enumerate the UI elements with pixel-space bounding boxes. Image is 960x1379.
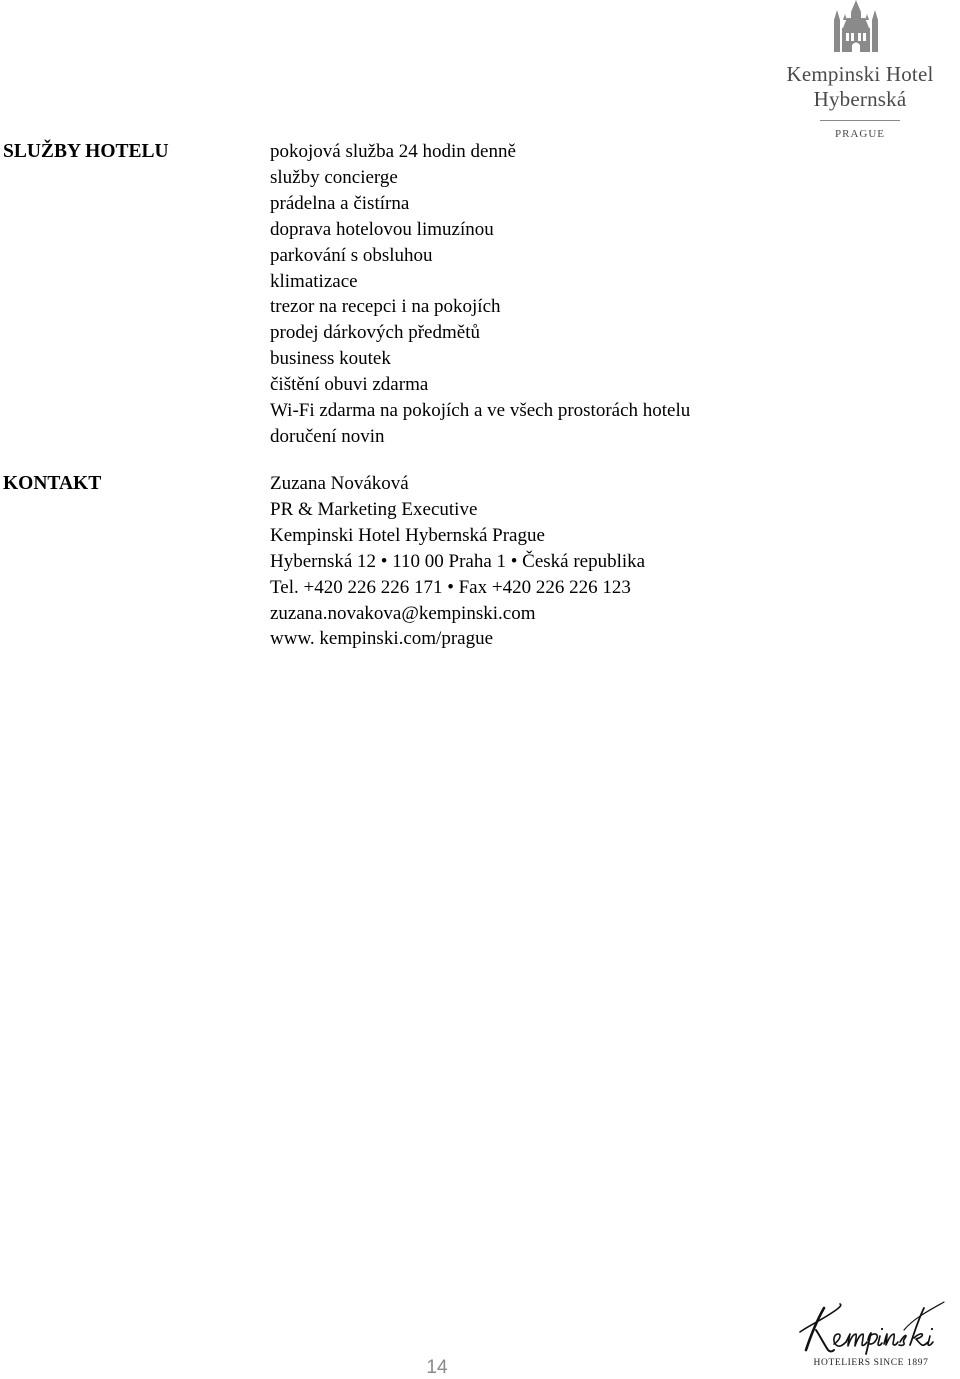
contact-website: www. kempinski.com/prague: [270, 628, 494, 650]
logo-hotel-street: Hybernská: [813, 87, 907, 111]
services-heading: SLUŽBY HOTELU: [3, 141, 169, 162]
page-number: 14: [426, 1357, 448, 1378]
contact-email: zuzana.novakova@kempinski.com: [270, 602, 536, 624]
list-item: doručení novin: [270, 425, 385, 447]
contact-heading: KONTAKT: [3, 473, 102, 494]
services-list: [270, 139, 690, 450]
castle-tower-icon: [833, 0, 879, 52]
list-item: služby concierge: [270, 166, 398, 188]
hotel-logo: [785, 0, 935, 145]
list-item: čištění obuvi zdarma: [270, 374, 429, 396]
list-item: prádelna a čistírna: [270, 192, 410, 214]
list-item: parkování s obsluhou: [270, 244, 433, 266]
list-item: prodej dárkových předmětů: [270, 322, 480, 344]
list-item: pokojová služba 24 hodin denně: [270, 141, 516, 162]
kempinski-script-logo: [796, 1300, 946, 1356]
logo-divider: [820, 120, 900, 121]
contact-list: [270, 471, 645, 652]
contact-phone-fax: Tel. +420 226 226 171 • Fax +420 226 226 123: [270, 576, 631, 598]
list-item: trezor na recepci i na pokojích: [270, 296, 501, 318]
kempinski-footer-logo: [796, 1300, 946, 1372]
contact-hotel: Kempinski Hotel Hybernská Prague: [270, 524, 545, 546]
logo-city: PRAGUE: [834, 128, 885, 140]
contact-position: PR & Marketing Executive: [270, 498, 478, 520]
list-item: Wi-Fi zdarma na pokojích a ve všech prostorách hotelu: [270, 400, 691, 422]
contact-name: Zuzana Nováková: [270, 473, 409, 494]
contact-address: Hybernská 12 • 110 00 Praha 1 • Česká republika: [270, 550, 646, 572]
list-item: klimatizace: [270, 270, 358, 292]
list-item: business koutek: [270, 348, 391, 370]
logo-tagline: HOTELIERS SINCE 1897: [813, 1358, 929, 1368]
logo-hotel-name: Kempinski Hotel: [786, 62, 934, 86]
list-item: doprava hotelovou limuzínou: [270, 218, 494, 240]
